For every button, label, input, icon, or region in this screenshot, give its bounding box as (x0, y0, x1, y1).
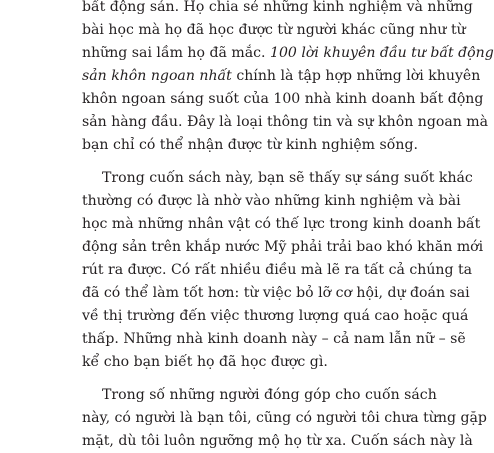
text-run: bài học mà họ đã học được từ người khác cũng như từ (82, 22, 466, 38)
text-run: động sản trên khắp nước Mỹ phải trải bao khó khăn mới (82, 239, 484, 255)
text-run: này, có người là bạn tôi, cũng có người tôi chưa từng gặp (82, 410, 487, 426)
text-run: thấp. Những nhà kinh doanh này – cả nam lẫn nữ – sẽ (82, 331, 466, 347)
text-run: rút ra được. Có rất nhiều điều mà lẽ ra tất cả chúng ta (82, 262, 473, 278)
text-line (82, 407, 487, 430)
text-line (82, 236, 484, 259)
text-run: thường có được là nhờ vào những kinh nghiệm và bài (82, 193, 461, 209)
text-run: học mà những nhân vật có thế lực trong kinh doanh bất (82, 216, 481, 232)
text-line (82, 351, 382, 374)
text-run: về thị trường đến việc thương lượng quá cao hoặc quá (82, 308, 469, 324)
text-line (82, 213, 481, 236)
text-line (82, 42, 494, 65)
text-line (82, 0, 473, 19)
text-run: sản hàng đầu. Đây là loại thông tin và sự khôn ngoan mà (82, 114, 489, 130)
text-line (82, 19, 466, 42)
body-text (82, 0, 494, 453)
text-line (82, 88, 484, 111)
text-run: Trong số những người đóng góp cho cuốn sách (102, 387, 437, 403)
text-line (82, 282, 470, 305)
text-line (82, 328, 466, 351)
text-run: chính là tập hợp những lời khuyên (231, 68, 481, 84)
text-run: Trong cuốn sách này, bạn sẽ thấy sự sáng suốt khác (102, 170, 473, 186)
text-line (82, 111, 489, 134)
book-title-italic: 100 lời khuyên đầu tư bất động (270, 45, 494, 61)
text-run: khôn ngoan sáng suốt của 100 nhà kinh doanh bất động (82, 91, 484, 107)
text-line (82, 134, 418, 157)
text-run: kể cho bạn biết họ đã học được gì. (82, 354, 328, 370)
text-run: bạn chỉ có thể nhận được từ kinh nghiệm sống. (82, 137, 418, 153)
text-run: đã có thể làm tốt hơn: từ việc bỏ lỡ cơ hội, dự đoán sai (82, 285, 470, 301)
book-title-italic: sản khôn ngoan nhất (82, 68, 232, 84)
text-run: những sai lầm họ đã mắc. (82, 45, 270, 61)
text-run: mặt, dù tôi luôn ngưỡng mộ họ từ xa. Cuốn sách này là (82, 433, 473, 449)
text-line (82, 190, 461, 213)
text-line (82, 430, 473, 453)
text-line (82, 167, 473, 190)
text-line (82, 65, 481, 88)
text-line (82, 259, 473, 282)
text-line (82, 384, 437, 407)
text-line (82, 305, 469, 328)
text-run: bất động sản. Họ chia sẻ những kinh nghiệm và những (82, 0, 473, 15)
